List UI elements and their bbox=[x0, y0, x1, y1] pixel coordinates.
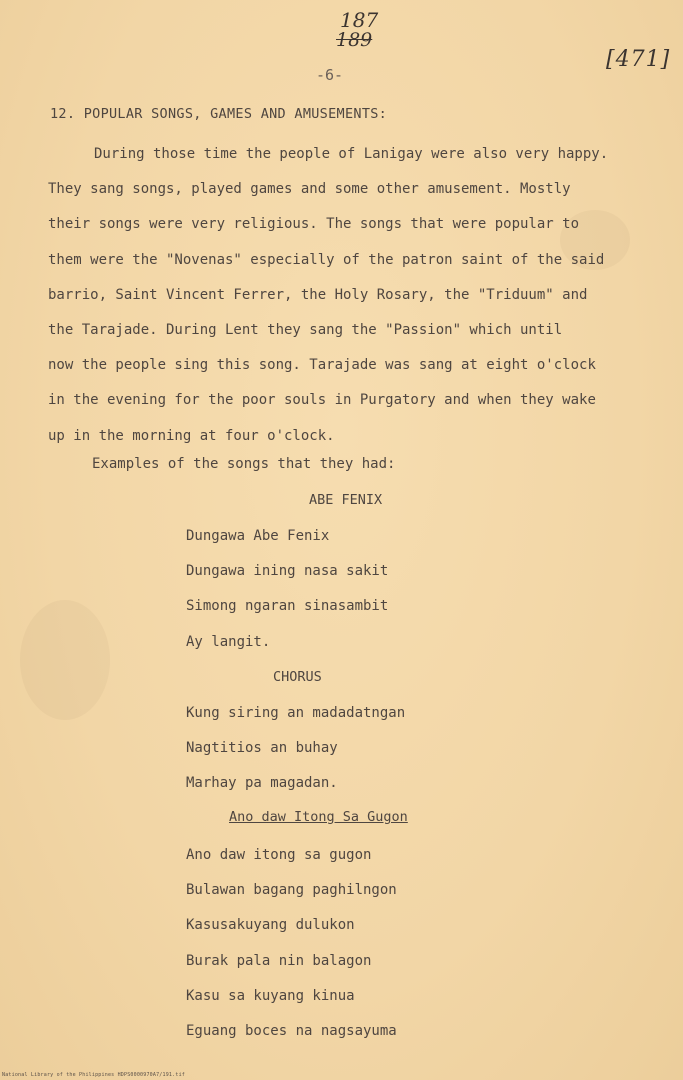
chorus-verse bbox=[186, 696, 405, 802]
paragraph-line: their songs were very religious. The songs that were popular to bbox=[48, 216, 580, 233]
verse-line: Eguang boces na nagsayuma bbox=[186, 1023, 397, 1040]
handwritten-page-number: 187 bbox=[340, 8, 379, 32]
verse-line: Dungawa Abe Fenix bbox=[186, 528, 330, 544]
song-title-ano-daw: Ano daw Itong Sa Gugon bbox=[229, 809, 408, 825]
examples-intro: Examples of the songs that they had: bbox=[92, 456, 396, 472]
song-verse-abe-fenix bbox=[186, 519, 388, 660]
verse-line: Dungawa ining nasa sakit bbox=[186, 563, 389, 580]
paragraph-line: They sang songs, played games and some other amusement. Mostly bbox=[48, 181, 571, 198]
section-heading: 12. POPULAR SONGS, GAMES AND AMUSEMENTS: bbox=[50, 106, 388, 122]
paragraph-line: the Tarajade. During Lent they sang the "Passion" which until bbox=[48, 322, 563, 339]
paragraph-line: in the evening for the poor souls in Purgatory and when they wake bbox=[48, 392, 596, 409]
body-paragraph bbox=[48, 137, 648, 454]
crossed-out-page-number: 189 bbox=[336, 29, 373, 51]
verse-line: Bulawan bagang paghilngon bbox=[186, 882, 397, 899]
paper-stain bbox=[20, 600, 110, 720]
verse-line: Burak pala nin balagon bbox=[186, 952, 372, 969]
paragraph-line: now the people sing this song. Tarajade was sang at eight o'clock bbox=[48, 357, 596, 374]
reference-number: [471] bbox=[606, 47, 671, 72]
paragraph-line: up in the morning at four o'clock. bbox=[48, 427, 335, 444]
paragraph-line: them were the "Novenas" especially of the patron saint of the said bbox=[48, 251, 605, 268]
song-title-abe-fenix: ABE FENIX bbox=[309, 492, 383, 508]
paragraph-line: During those time the people of Lanigay were also very happy. bbox=[94, 146, 609, 162]
verse-line: Simong ngaran sinasambit bbox=[186, 598, 389, 615]
chorus-title: CHORUS bbox=[273, 669, 322, 685]
verse-line: Ay langit. bbox=[186, 633, 271, 650]
verse-line: Ano daw itong sa gugon bbox=[186, 847, 372, 863]
verse-line: Kasu sa kuyang kinua bbox=[186, 987, 355, 1004]
verse-line: Kasusakuyang dulukon bbox=[186, 917, 355, 934]
paragraph-line: barrio, Saint Vincent Ferrer, the Holy Rosary, the "Triduum" and bbox=[48, 286, 588, 303]
verse-line: Kung siring an madadatngan bbox=[186, 705, 406, 721]
verse-line: Nagtitios an buhay bbox=[186, 740, 338, 757]
archive-footer: National Library of the Philippines HDPS0000970A7/191.tif bbox=[2, 1072, 185, 1078]
verse-line: Marhay pa magadan. bbox=[186, 775, 338, 792]
song-verse-ano-daw bbox=[186, 838, 397, 1049]
typed-page-number: -6- bbox=[316, 66, 344, 84]
